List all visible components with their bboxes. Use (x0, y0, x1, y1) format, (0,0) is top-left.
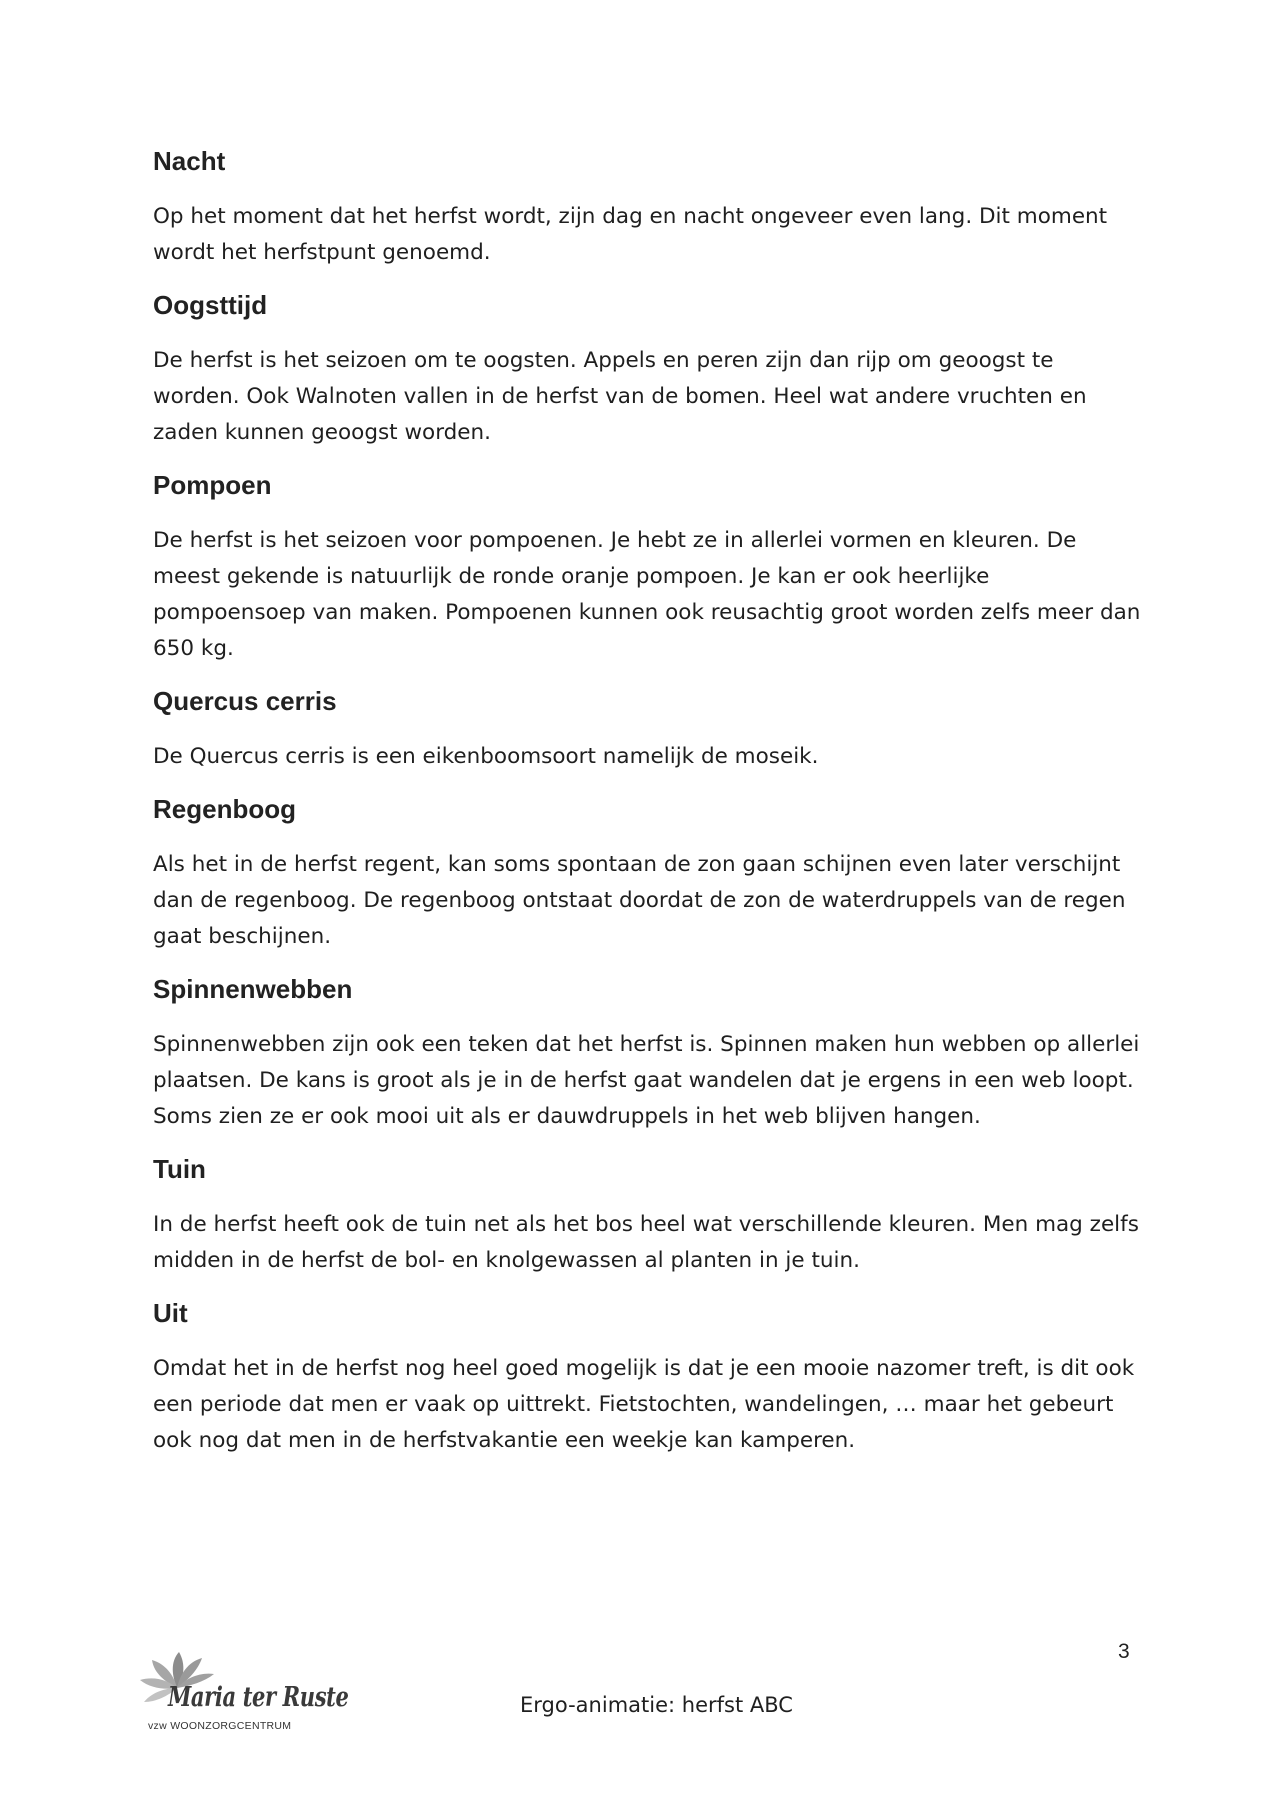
section-title: Regenboog (153, 794, 296, 824)
section-body: De Quercus cerris is een eikenboomsoort namelijk de moseik. (153, 744, 819, 769)
logo-subtitle: vzw WOONZORGCENTRUM (148, 1720, 292, 1732)
section-title: Spinnenwebben (153, 974, 353, 1004)
section-title: Uit (153, 1298, 188, 1328)
section-body: De herfst is het seizoen voor pompoenen. Je hebt ze in allerlei vormen en kleuren. De meest gekende is natuurlijk de ronde oranje pompoen. Je kan er ook heerlijke pompoensoep van maken. Pompoenen kunnen ook reusachtig groot worden zelfs meer dan 650 kg. (153, 528, 1141, 661)
document-content (153, 145, 1143, 1477)
section-body: De herfst is het seizoen om te oogsten. Appels en peren zijn dan rijp om geoogst te worden. Ook Walnoten vallen in de herfst van de bomen. Heel wat andere vruchten en zaden kunnen geoogst worden. (153, 348, 1087, 445)
section-title: Oogsttijd (153, 290, 268, 320)
section-oogsttijd (153, 289, 1143, 451)
organization-logo (132, 1648, 349, 1738)
section-regenboog (153, 793, 1143, 955)
section-body: Spinnenwebben zijn ook een teken dat het herfst is. Spinnen maken hun webben op allerlei plaatsen. De kans is groot als je in de herfst gaat wandelen dat je ergens in een web loopt. Soms zien ze er ook mooi uit als er dauwdruppels in het web blijven hangen. (153, 1032, 1140, 1129)
section-title: Pompoen (153, 470, 272, 500)
section-title: Nacht (153, 146, 226, 176)
section-body: In de herfst heeft ook de tuin net als het bos heel wat verschillende kleuren. Men mag zelfs midden in de herfst de bol- en knolgewassen al planten in je tuin. (153, 1212, 1139, 1273)
logo-name: Maria ter Ruste (168, 1682, 349, 1713)
section-uit (153, 1297, 1143, 1459)
section-body: Als het in de herfst regent, kan soms spontaan de zon gaan schijnen even later verschijnt dan de regenboog. De regenboog ontstaat doordat de zon de waterdruppels van de regen gaat beschijnen. (153, 852, 1126, 949)
page-number: 3 (1118, 1640, 1130, 1663)
section-spinnenwebben (153, 973, 1143, 1135)
section-body: Omdat het in de herfst nog heel goed mogelijk is dat je een mooie nazomer treft, is dit ook een periode dat men er vaak op uittrekt. Fietstochten, wandelingen, … maar het gebeurt ook nog dat men in de herfstvakantie een weekje kan kamperen. (153, 1356, 1135, 1453)
section-title: Quercus cerris (153, 686, 337, 716)
section-quercus-cerris (153, 685, 1143, 775)
section-title: Tuin (153, 1154, 206, 1184)
footer-text: Ergo-animatie: herfst ABC (520, 1693, 793, 1717)
section-pompoen (153, 469, 1143, 667)
section-tuin (153, 1153, 1143, 1279)
section-body: Op het moment dat het herfst wordt, zijn dag en nacht ongeveer even lang. Dit moment wordt het herfstpunt genoemd. (153, 204, 1108, 265)
section-nacht (153, 145, 1143, 271)
